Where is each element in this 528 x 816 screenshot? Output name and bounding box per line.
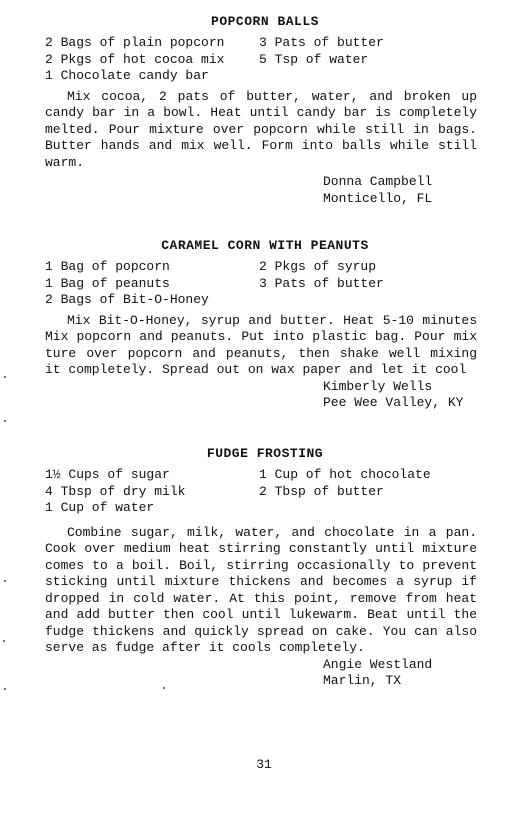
ingredient-item	[259, 500, 477, 517]
scan-speck	[4, 420, 6, 422]
author-location: Pee Wee Valley, KY	[323, 395, 464, 410]
ingredient-item: 2 Bags of Bit-O-Honey	[45, 292, 209, 307]
recipe-popcorn-balls	[45, 14, 477, 207]
ingredient-item: 1 Chocolate candy bar	[45, 68, 209, 83]
scan-speck	[3, 640, 5, 642]
recipe-title: CARAMEL CORN WITH PEANUTS	[161, 238, 369, 253]
recipe-directions: Mix cocoa, 2 pats of butter, water, and broken up candy bar in a bowl. Heat until candy bar is completely melted. Pour mixture over popcorn while still in bags. Butter hands and mix well. Form into balls while still warm.	[45, 88, 477, 170]
author-location: Monticello, FL	[323, 190, 433, 206]
author-location: Marlin, TX	[323, 673, 402, 688]
recipe-directions: Combine sugar, milk, water, and chocolate in a pan. Cook over medium heat stirring constantly until mixture comes to a boil. Boil, stirring occasionally to prevent sticking until mixture thickens and becomes a syrup if dropped in cold water. At this point, remove from heat and add butter then cool until lukewarm. Beat until the fudge thickens and quickly spread on cake. You can also serve as fudge after it cools completely.	[45, 524, 477, 655]
ingredient-list	[45, 467, 477, 517]
author-name: Kimberly Wells	[323, 378, 433, 394]
ingredient-item: 3 Pats of butter	[259, 275, 384, 291]
ingredient-item: 1 Cup of water	[45, 500, 155, 515]
ingredient-item: 4 Tbsp of dry milk	[45, 483, 186, 499]
page-number: 31	[256, 757, 272, 772]
ingredient-item	[259, 68, 477, 85]
scan-speck	[4, 688, 6, 690]
ingredient-item: 5 Tsp of water	[259, 51, 369, 67]
ingredient-item: 2 Bags of plain popcorn	[45, 35, 225, 50]
author-name: Angie Westland	[323, 656, 433, 672]
ingredient-item: 2 Pkgs of hot cocoa mix	[45, 51, 225, 67]
ingredient-item: 1 Cup of hot chocolate	[259, 467, 431, 482]
ingredient-list	[45, 259, 477, 309]
recipe-title: POPCORN BALLS	[211, 14, 319, 29]
recipe-fudge-frosting	[45, 446, 477, 690]
scan-speck	[4, 376, 6, 378]
recipe-directions: Mix Bit-O-Honey, syrup and butter. Heat 5-10 minutes Mix popcorn and peanuts. Put into plastic bag. Pour mix ture over popcorn and peanuts, then shake well mixing it completely. Spread out on wax paper and let it cool	[45, 312, 477, 377]
ingredient-item: 3 Pats of butter	[259, 35, 384, 50]
scan-speck	[163, 687, 165, 689]
author-name: Donna Campbell	[323, 174, 433, 189]
recipe-caramel-corn	[45, 238, 477, 412]
ingredient-item: 2 Tbsp of butter	[259, 483, 384, 499]
ingredient-item: 2 Pkgs of syrup	[259, 259, 377, 274]
ingredient-item: 1½ Cups of sugar	[45, 467, 170, 482]
recipe-title: FUDGE FROSTING	[206, 446, 324, 461]
scan-speck	[4, 580, 6, 582]
ingredient-item: 1 Bag of popcorn	[45, 259, 170, 274]
ingredient-item	[259, 292, 477, 309]
ingredient-item: 1 Bag of peanuts	[45, 275, 170, 291]
ingredient-list	[45, 35, 477, 85]
